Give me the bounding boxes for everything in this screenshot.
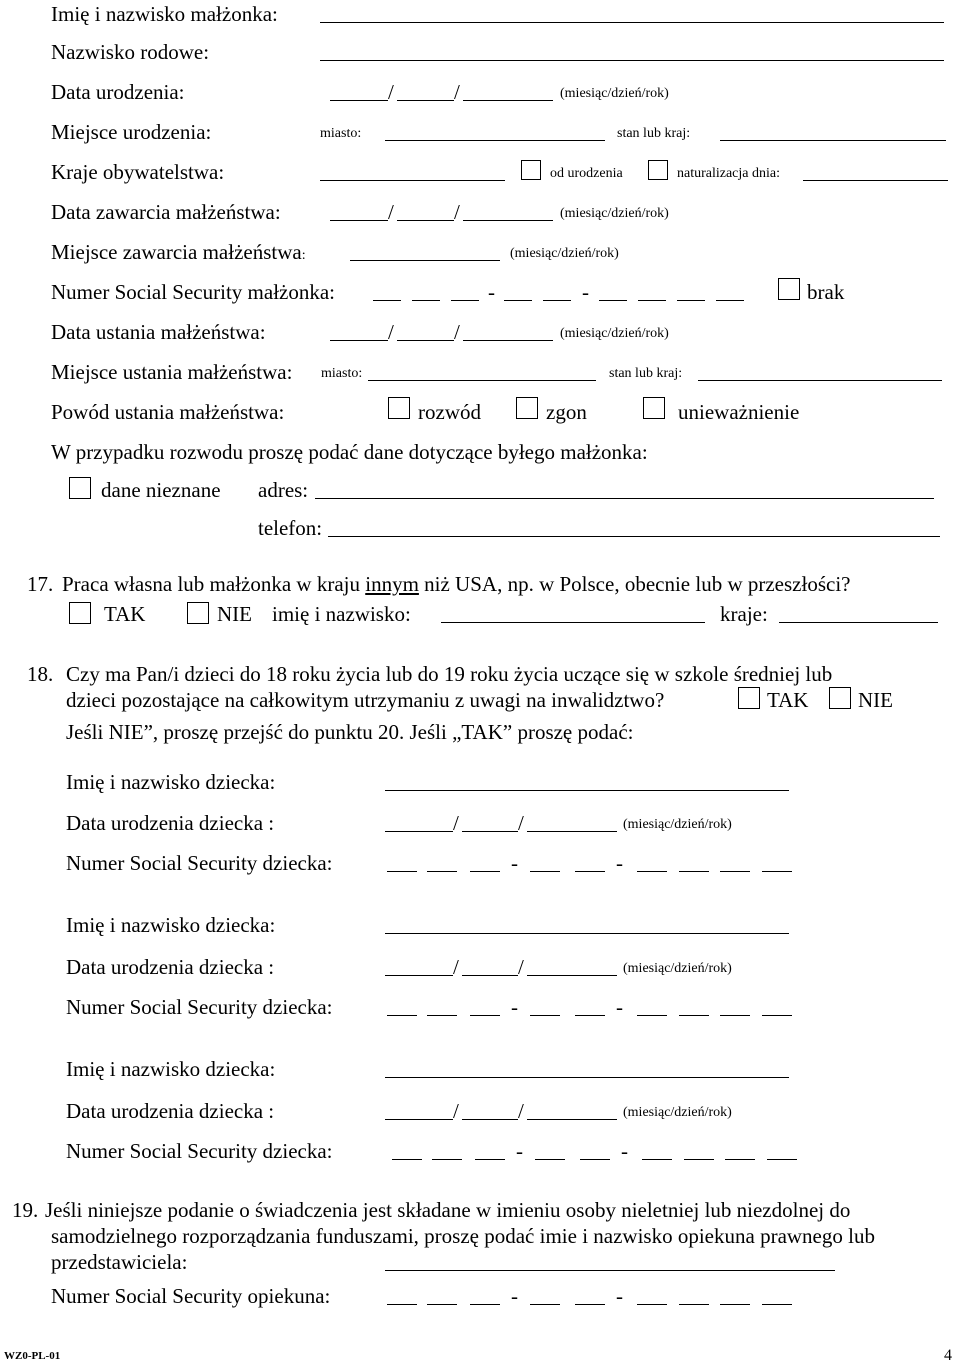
child-ssn-label: Numer Social Security dziecka: — [66, 995, 333, 1019]
birth-city-field[interactable] — [385, 140, 605, 141]
date-slash: / — [454, 200, 460, 224]
q18-number: 18. — [27, 662, 54, 686]
q17-yes-label: TAK — [104, 602, 146, 626]
ssn-digit-field[interactable] — [451, 300, 479, 301]
ssn-digit-field[interactable] — [387, 1304, 417, 1305]
ssn-digit-field[interactable] — [427, 1304, 457, 1305]
spouse-name-label: Imię i nazwisko małżonka: — [51, 2, 278, 26]
ssn-dash: - — [516, 1139, 523, 1163]
date-slash: / — [518, 1099, 524, 1123]
child-name-label: Imię i nazwisko dziecka: — [66, 770, 276, 794]
guardian-ssn-label: Numer Social Security opiekuna: — [51, 1284, 331, 1308]
ssn-none-label: brak — [807, 280, 845, 304]
child-name-field[interactable] — [385, 933, 789, 934]
child-birth-day-field[interactable] — [462, 975, 518, 976]
annulment-label: unieważnienie — [678, 400, 800, 424]
phone-field[interactable] — [328, 536, 940, 537]
end-country-field[interactable] — [698, 380, 942, 381]
end-place-label: Miejsce ustania małżeństwa: — [51, 360, 293, 384]
child-birth-year-field[interactable] — [527, 1119, 617, 1120]
date-format-hint: (miesiąc/dzień/rok) — [623, 961, 732, 976]
marriage-date-label: Data zawarcia małżeństwa: — [51, 200, 281, 224]
form-code: WZ0-PL-01 — [4, 1350, 61, 1362]
page-number: 4 — [944, 1347, 952, 1364]
ssn-digit-field[interactable] — [373, 300, 401, 301]
birth-country-field[interactable] — [720, 140, 946, 141]
ssn-dash: - — [488, 280, 495, 304]
ssn-digit-field[interactable] — [530, 1304, 560, 1305]
q17-no-label: NIE — [217, 602, 252, 626]
child-birth-label: Data urodzenia dziecka : — [66, 811, 275, 835]
q18-instruction: Jeśli NIE”, proszę przejść do punktu 20. Jeśli „TAK” proszę podać: — [66, 720, 634, 744]
marriage-day-field[interactable] — [397, 220, 454, 221]
ssn-digit-field[interactable] — [580, 1159, 610, 1160]
unknown-data-label: dane nieznane — [101, 478, 221, 502]
marriage-place-label: Miejsce zawarcia małżeństwa: — [51, 240, 306, 264]
date-slash: / — [454, 320, 460, 344]
ssn-digit-field[interactable] — [475, 1159, 505, 1160]
end-day-field[interactable] — [397, 340, 454, 341]
ssn-digit-field[interactable] — [599, 300, 627, 301]
ssn-dash: - — [616, 851, 623, 875]
q19-number: 19. — [12, 1198, 39, 1222]
date-format-hint: (miesiąc/dzień/rok) — [510, 246, 619, 261]
ssn-digit-field[interactable] — [679, 871, 709, 872]
date-slash: / — [388, 320, 394, 344]
ssn-dash: - — [511, 1284, 518, 1308]
since-birth-label: od urodzenia — [550, 166, 623, 181]
ssn-none-checkbox[interactable] — [778, 278, 800, 300]
ssn-digit-field[interactable] — [762, 871, 792, 872]
ssn-digit-field[interactable] — [432, 1159, 462, 1160]
unknown-data-checkbox[interactable] — [69, 477, 91, 499]
date-slash: / — [518, 955, 524, 979]
state-country-label: stan lub kraj: — [617, 126, 691, 141]
child-birth-day-field[interactable] — [462, 831, 518, 832]
ssn-dash: - — [621, 1139, 628, 1163]
ssn-digit-field[interactable] — [392, 1159, 422, 1160]
child-ssn-label: Numer Social Security dziecka: — [66, 1139, 333, 1163]
ssn-digit-field[interactable] — [762, 1015, 792, 1016]
state-country-label: stan lub kraj: — [609, 366, 683, 381]
child-birth-label: Data urodzenia dziecka : — [66, 1099, 275, 1123]
address-field[interactable] — [315, 498, 934, 499]
q18-yes-label: TAK — [767, 688, 809, 712]
date-format-hint: (miesiąc/dzień/rok) — [560, 86, 669, 101]
ssn-digit-field[interactable] — [535, 1159, 565, 1160]
date-slash: / — [388, 80, 394, 104]
divorce-note: W przypadku rozwodu proszę podać dane dotyczące byłego małżonka: — [51, 440, 648, 464]
ssn-digit-field[interactable] — [427, 871, 457, 872]
death-label: zgon — [546, 400, 587, 424]
child-name-label: Imię i nazwisko dziecka: — [66, 913, 276, 937]
birth-year-field[interactable] — [463, 100, 553, 101]
q17-no-checkbox[interactable] — [187, 602, 209, 624]
ssn-digit-field[interactable] — [637, 1304, 667, 1305]
child-birth-label: Data urodzenia dziecka : — [66, 955, 275, 979]
child-birth-year-field[interactable] — [527, 975, 617, 976]
child-name-label: Imię i nazwisko dziecka: — [66, 1057, 276, 1081]
q19-question-line2: samodzielnego rozporządzania funduszami, proszę podać imie i nazwisko opiekuna prawnego lub — [51, 1224, 875, 1248]
address-label: adres: — [258, 478, 309, 502]
date-format-hint: (miesiąc/dzień/rok) — [623, 1105, 732, 1120]
q18-yes-checkbox[interactable] — [738, 687, 760, 709]
annulment-checkbox[interactable] — [643, 397, 665, 419]
death-checkbox[interactable] — [516, 397, 538, 419]
ssn-digit-field[interactable] — [470, 871, 500, 872]
spouse-ssn-label: Numer Social Security małżonka: — [51, 280, 336, 304]
q18-no-label: NIE — [858, 688, 893, 712]
ssn-digit-field[interactable] — [720, 1304, 750, 1305]
citizenship-field[interactable] — [320, 180, 505, 181]
marriage-place-field[interactable] — [350, 260, 500, 261]
ssn-digit-field[interactable] — [575, 1015, 605, 1016]
ssn-dash: - — [616, 1284, 623, 1308]
ssn-digit-field[interactable] — [642, 1159, 672, 1160]
birth-day-field[interactable] — [397, 100, 454, 101]
date-format-hint: (miesiąc/dzień/rok) — [560, 326, 669, 341]
ssn-digit-field[interactable] — [387, 871, 417, 872]
child-birth-month-field[interactable] — [385, 831, 453, 832]
q17-number: 17. — [27, 572, 54, 596]
maiden-name-label: Nazwisko rodowe: — [51, 40, 210, 64]
ssn-digit-field[interactable] — [725, 1159, 755, 1160]
ssn-digit-field[interactable] — [679, 1304, 709, 1305]
q19-question-line1: Jeśli niniejsze podanie o świadczenia jest składane w imieniu osoby nieletniej lub niezdolnej do — [45, 1198, 851, 1222]
ssn-digit-field[interactable] — [720, 871, 750, 872]
spouse-name-field[interactable] — [320, 22, 944, 23]
q17-countries-label: kraje: — [720, 602, 768, 626]
q17-countries-field[interactable] — [779, 622, 938, 623]
ssn-digit-field[interactable] — [387, 1015, 417, 1016]
q19-question-line3: przedstawiciela: — [51, 1250, 188, 1274]
ssn-digit-field[interactable] — [575, 871, 605, 872]
date-slash: / — [453, 811, 459, 835]
ssn-digit-field[interactable] — [767, 1159, 797, 1160]
ssn-dash: - — [582, 280, 589, 304]
naturalization-label: naturalizacja dnia: — [677, 166, 780, 181]
birth-place-label: Miejsce urodzenia: — [51, 120, 212, 144]
date-format-hint: (miesiąc/dzień/rok) — [623, 817, 732, 832]
date-format-hint: (miesiąc/dzień/rok) — [560, 206, 669, 221]
marriage-month-field[interactable] — [330, 220, 388, 221]
ssn-digit-field[interactable] — [637, 871, 667, 872]
ssn-digit-field[interactable] — [530, 1015, 560, 1016]
birth-date-label: Data urodzenia: — [51, 80, 185, 104]
ssn-dash: - — [616, 995, 623, 1019]
child-name-field[interactable] — [385, 1077, 789, 1078]
ssn-digit-field[interactable] — [720, 1015, 750, 1016]
date-slash: / — [518, 811, 524, 835]
divorce-label: rozwód — [418, 400, 481, 424]
ssn-digit-field[interactable] — [679, 1015, 709, 1016]
date-slash: / — [388, 200, 394, 224]
ssn-digit-field[interactable] — [716, 300, 744, 301]
ssn-digit-field[interactable] — [677, 300, 705, 301]
naturalization-date-field[interactable] — [803, 180, 948, 181]
ssn-digit-field[interactable] — [762, 1304, 792, 1305]
q17-yes-checkbox[interactable] — [69, 602, 91, 624]
q18-question-line1: Czy ma Pan/i dzieci do 18 roku życia lub do 19 roku życia uczące się w szkole średniej lub — [66, 662, 833, 686]
q17-question: Praca własna lub małżonka w kraju innym niż USA, np. w Polsce, obecnie lub w przeszłości? — [62, 572, 851, 596]
ssn-digit-field[interactable] — [543, 300, 571, 301]
city-label: miasto: — [321, 366, 363, 381]
date-slash: / — [454, 80, 460, 104]
q18-no-checkbox[interactable] — [829, 687, 851, 709]
child-birth-month-field[interactable] — [385, 975, 453, 976]
child-ssn-label: Numer Social Security dziecka: — [66, 851, 333, 875]
ssn-dash: - — [511, 851, 518, 875]
divorce-checkbox[interactable] — [388, 397, 410, 419]
ssn-digit-field[interactable] — [470, 1015, 500, 1016]
ssn-digit-field[interactable] — [684, 1159, 714, 1160]
city-label: miasto: — [320, 126, 362, 141]
phone-label: telefon: — [258, 516, 323, 540]
maiden-name-field[interactable] — [320, 60, 944, 61]
ssn-digit-field[interactable] — [575, 1304, 605, 1305]
end-city-field[interactable] — [368, 380, 596, 381]
end-reason-label: Powód ustania małżeństwa: — [51, 400, 285, 424]
naturalization-checkbox[interactable] — [648, 160, 668, 180]
ssn-digit-field[interactable] — [637, 1015, 667, 1016]
child-birth-year-field[interactable] — [527, 831, 617, 832]
ssn-digit-field[interactable] — [530, 871, 560, 872]
q17-name-field[interactable] — [441, 622, 705, 623]
child-birth-day-field[interactable] — [462, 1119, 518, 1120]
ssn-digit-field[interactable] — [504, 300, 532, 301]
since-birth-checkbox[interactable] — [521, 160, 541, 180]
q18-question-line2: dzieci pozostające na całkowitym utrzymaniu z uwagi na inwalidztwo? — [66, 688, 665, 712]
ssn-digit-field[interactable] — [412, 300, 440, 301]
date-slash: / — [453, 955, 459, 979]
q17-name-label: imię i nazwisko: — [272, 602, 411, 626]
ssn-digit-field[interactable] — [638, 300, 666, 301]
ssn-digit-field[interactable] — [427, 1015, 457, 1016]
birth-month-field[interactable] — [330, 100, 388, 101]
child-name-field[interactable] — [385, 790, 789, 791]
end-date-label: Data ustania małżeństwa: — [51, 320, 266, 344]
citizenship-label: Kraje obywatelstwa: — [51, 160, 225, 184]
ssn-dash: - — [511, 995, 518, 1019]
date-slash: / — [453, 1099, 459, 1123]
end-month-field[interactable] — [330, 340, 388, 341]
marriage-year-field[interactable] — [463, 220, 553, 221]
end-year-field[interactable] — [463, 340, 553, 341]
ssn-digit-field[interactable] — [470, 1304, 500, 1305]
child-birth-month-field[interactable] — [385, 1119, 453, 1120]
guardian-name-field[interactable] — [385, 1270, 835, 1271]
